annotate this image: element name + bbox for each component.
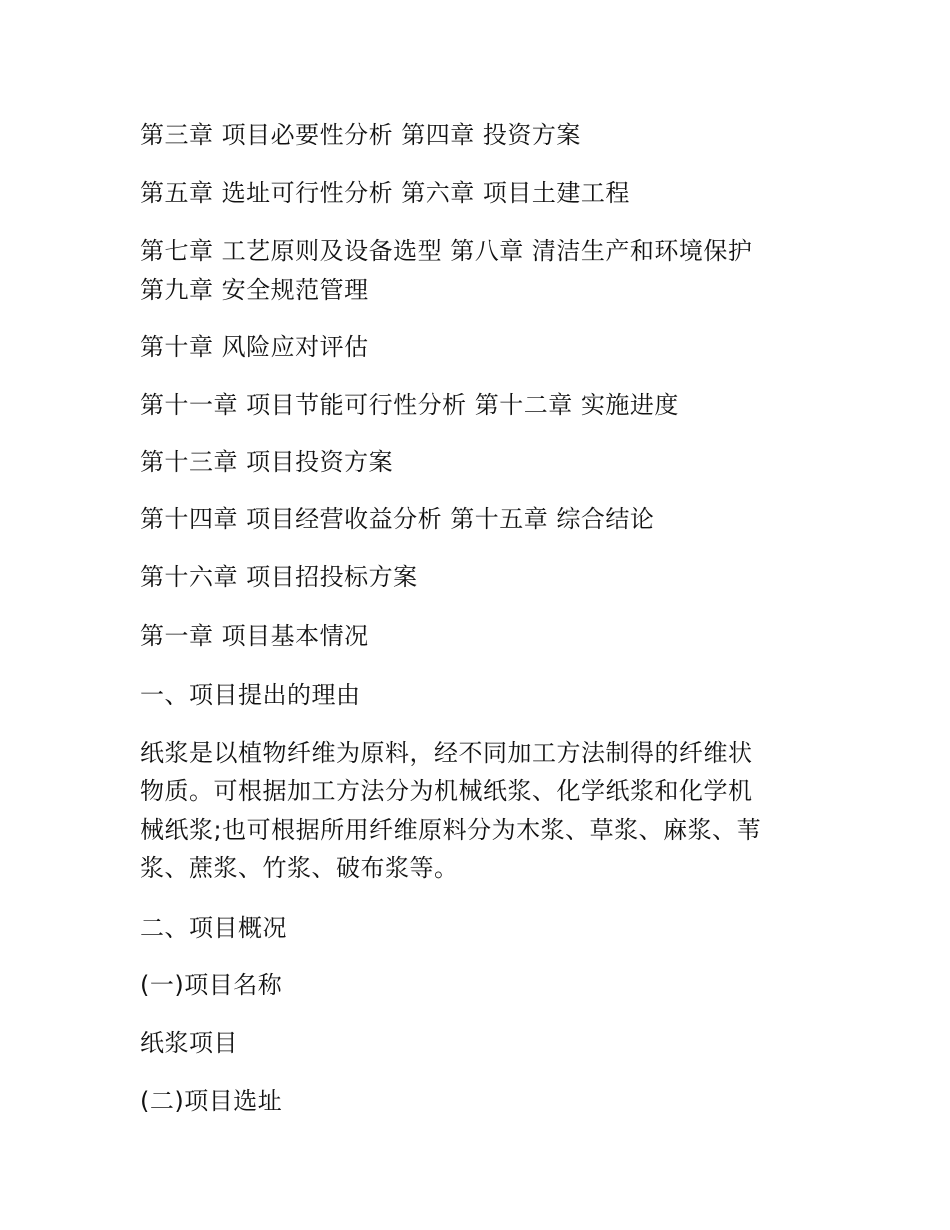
section-heading: 一、项目提出的理由: [140, 681, 361, 709]
section-heading: 二、项目概况: [140, 914, 287, 942]
subsection-heading: (二)项目选址: [140, 1087, 283, 1115]
body-paragraph-line: 浆、蔗浆、竹浆、破布浆等。: [140, 854, 459, 882]
chapter-title: 第一章 项目基本情况: [140, 622, 369, 650]
toc-line: 第十章 风险应对评估: [140, 333, 369, 361]
toc-line: 第十三章 项目投资方案: [140, 448, 394, 476]
subsection-heading: (一)项目名称: [140, 971, 283, 999]
body-paragraph-line: 械纸浆;也可根据所用纤维原料分为木浆、草浆、麻浆、苇: [140, 816, 762, 844]
toc-line: 第十一章 项目节能可行性分析 第十二章 实施进度: [140, 391, 679, 419]
toc-line: 第十六章 项目招投标方案: [140, 563, 418, 591]
body-paragraph-line: 物质。可根据加工方法分为机械纸浆、化学纸浆和化学机: [140, 777, 753, 805]
toc-line: 第九章 安全规范管理: [140, 276, 369, 304]
toc-line: 第五章 选址可行性分析 第六章 项目土建工程: [140, 179, 630, 207]
body-text: 纸浆项目: [140, 1029, 238, 1057]
body-paragraph-line: 纸浆是以植物纤维为原料，经不同加工方法制得的纤维状: [140, 739, 753, 767]
toc-line: 第三章 项目必要性分析 第四章 投资方案: [140, 121, 581, 149]
toc-line: 第七章 工艺原则及设备选型 第八章 清洁生产和环境保护: [140, 237, 753, 265]
toc-line: 第十四章 项目经营收益分析 第十五章 综合结论: [140, 505, 655, 533]
